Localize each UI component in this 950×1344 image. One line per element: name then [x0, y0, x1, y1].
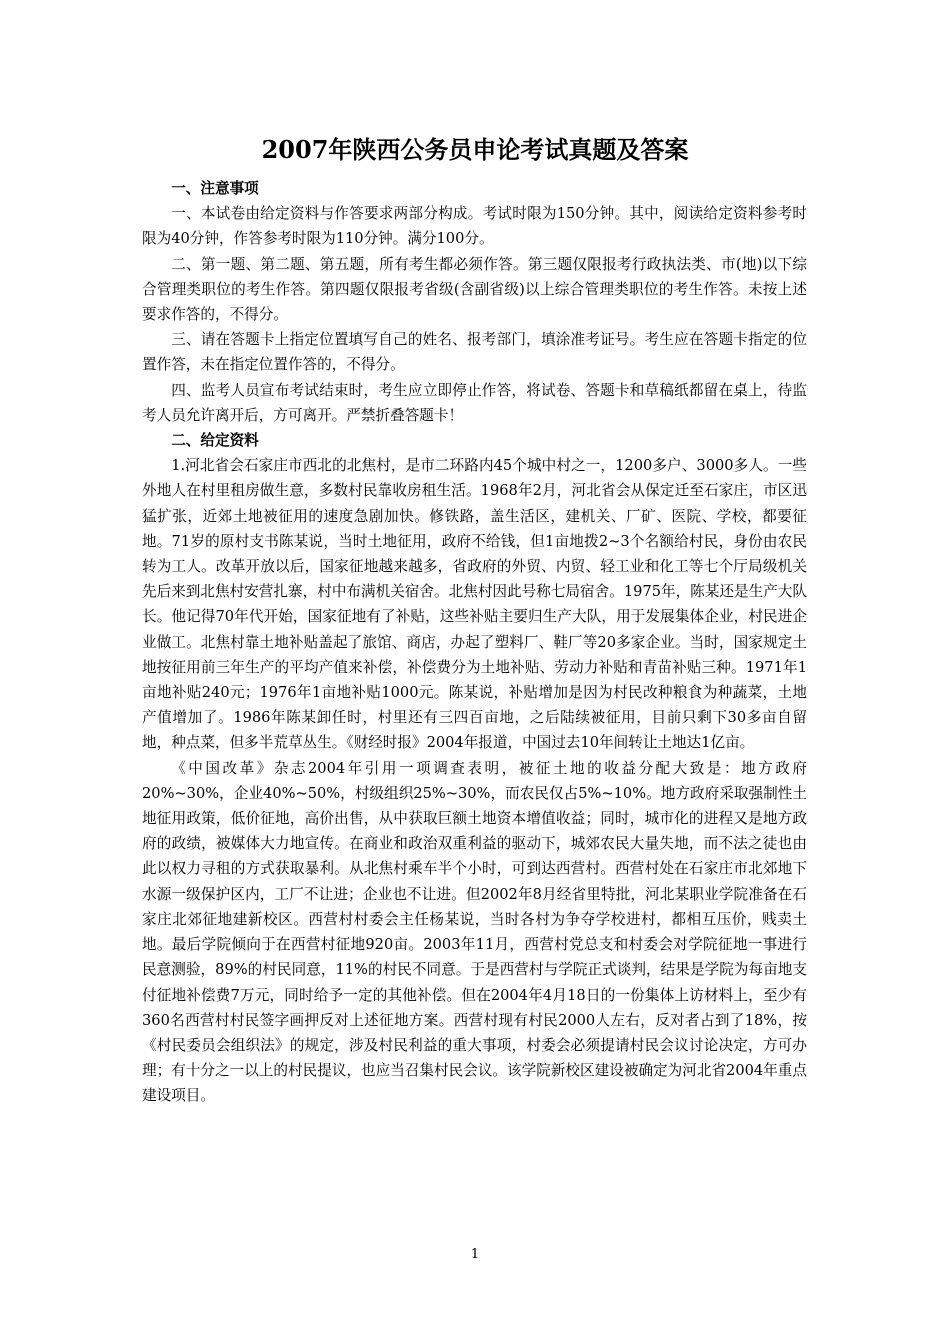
note-paragraph-4: 四、监考人员宣布考试结束时，考生应立即停止作答，将试卷、答题卡和草稿纸都留在桌上，待监考人员允许离开后，方可离开。严禁折叠答题卡！	[142, 381, 807, 424]
page-number: 1	[470, 1247, 480, 1262]
document-body	[142, 176, 807, 1109]
material-paragraph-2: 《中国改革》杂志2004年引用一项调查表明，被征土地的收益分配大致是：地方政府20%~30%，企业40%~50%，村级组织25%~30%，而农民仅占5%~10%。地方政府采取强制性土地征用政策，低价征地，高价出售，从中获取巨额土地资本增值收益；同时，城市化的进程又是地方政府的政绩，被媒体大力地宣传。在商业和政治双重利益的驱动下，城郊农民大量失地，而不法之徒也由此以权力寻租的方式获取暴利。从北焦村乘车半个小时，可到达西营村。西营村处在石家庄市北郊地下水源一级保护区内，工厂不让进；企业也不让进。但2002年8月经省里特批，河北某职业学院准备在石家庄北郊征地建新校区。西营村村委会主任杨某说，当时各村为争夺学校进村，都相互压价，贱卖土地。最后学院倾向于在西营村征地920亩。2003年11月，西营村党总支和村委会对学院征地一事进行民意测验，89%的村民同意，11%的村民不同意。于是西营村与学院正式谈判，结果是学院为每亩地支付征地补偿费7万元，同时给予一定的其他补偿。但在2004年4月18日的一份集体上访材料上，至少有360名西营村村民签字画押反对上述征地方案。西营村现有村民2000人左右，反对者占到了18%，按《村民委员会组织法》的规定，涉及村民利益的重大事项，村委会必须提请村民会议讨论决定，方可办理；有十分之一以上的村民提议，也应当召集村民会议。该学院新校区建设被确定为河北省2004年重点建设项目。	[142, 759, 807, 1105]
section-heading-notes: 一、注意事项	[171, 180, 259, 197]
note-paragraph-1: 一、本试卷由给定资料与作答要求两部分构成。考试时限为150分钟。其中，阅读给定资料参考时限为40分钟，作答参考时限为110分钟。满分100分。	[142, 205, 807, 248]
note-paragraph-3: 三、请在答题卡上指定位置填写自己的姓名、报考部门，填涂准考证号。考生应在答题卡指定的位置作答，未在指定位置作答的，不得分。	[142, 331, 807, 374]
document-title: 2007年陕西公务员申论考试真题及答案	[261, 135, 689, 164]
note-paragraph-2: 二、第一题、第二题、第五题，所有考生都必须作答。第三题仅限报考行政执法类、市(地)以下综合管理类职位的考生作答。第四题仅限报考省级(含副省级)以上综合管理类职位的考生作答。未按上述要求作答的，不得分。	[142, 255, 807, 324]
material-paragraph-1: 1.河北省会石家庄市西北的北焦村，是市二环路内45个城中村之一，1200多户、3000多人。一些外地人在村里租房做生意，多数村民靠收房租生活。1968年2月，河北省会从保定迁至石家庄，市区迅猛扩张，近郊土地被征用的速度急剧加快。修铁路，盖生活区，建机关、厂矿、医院、学校，都要征地。71岁的原村支书陈某说，当时土地征用，政府不给钱，但1亩地拨2~3个名额给村民，身份由农民转为工人。改革开放以后，国家征地越来越多，省政府的外贸、内贸、轻工业和化工等七个厅局级机关先后来到北焦村安营扎寨，村中布满机关宿舍。北焦村因此号称七局宿舍。1975年，陈某还是生产大队长。他记得70年代开始，国家征地有了补贴，这些补贴主要归生产大队，用于发展集体企业，村民进企业做工。北焦村靠土地补贴盖起了旅馆、商店，办起了塑料厂、鞋厂等20多家企业。当时，国家规定土地按征用前三年生产的平均产值来补偿，补偿费分为土地补贴、劳动力补贴和青苗补贴三种。1971年1亩地补贴240元；1976年1亩地补贴1000元。陈某说，补贴增加是因为村民改种粮食为种蔬菜，土地产值增加了。1986年陈某卸任时，村里还有三四百亩地，之后陆续被征用，目前只剩下30多亩自留地，种点菜，但多半荒草丛生。《财经时报》2004年报道，中国过去10年间转让土地达1亿亩。	[142, 457, 807, 752]
section-heading-materials: 二、给定资料	[171, 432, 259, 450]
